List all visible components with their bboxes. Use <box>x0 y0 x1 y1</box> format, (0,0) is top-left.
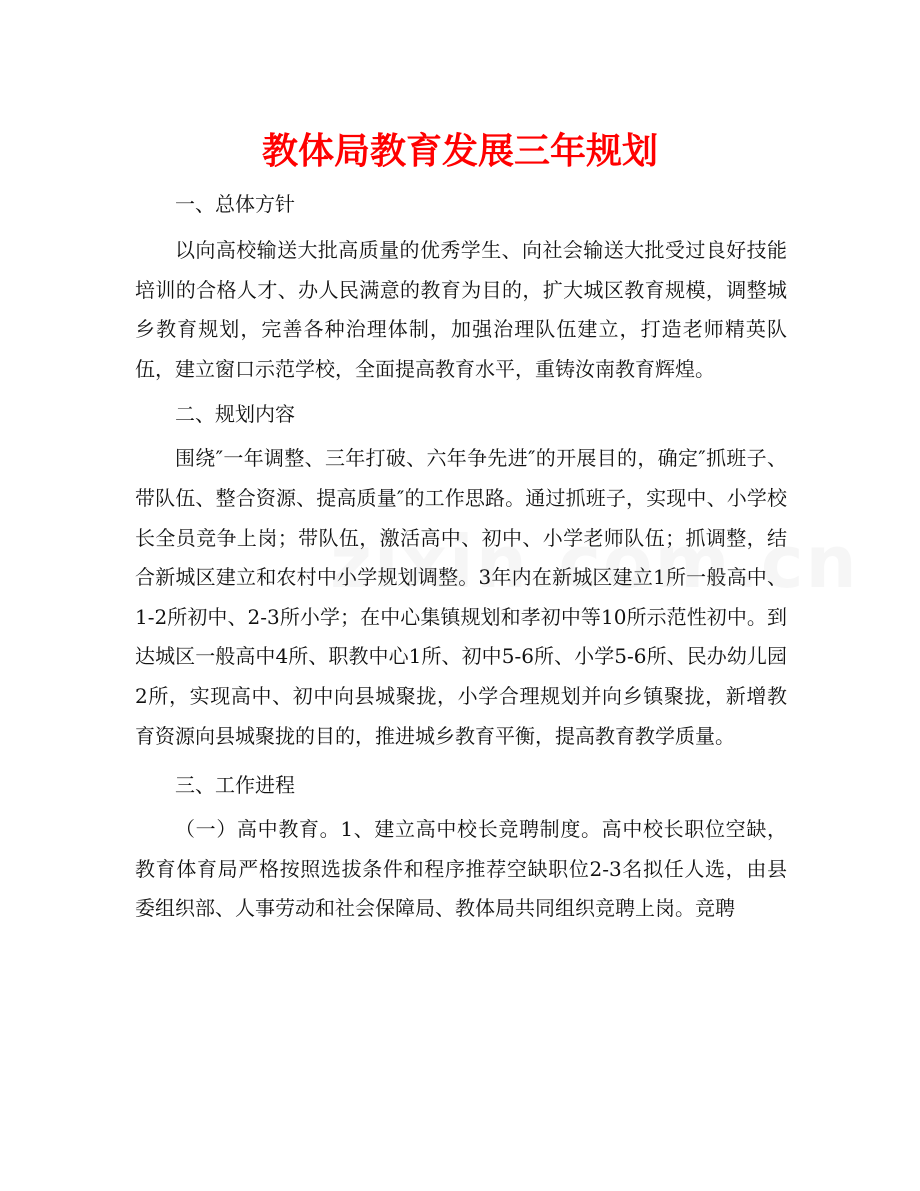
document-title: 教体局教育发展三年规划 <box>261 131 658 172</box>
document-body <box>135 183 787 929</box>
section-paragraph-3: （一）高中教育。1、建立高中校长竞聘制度。高中校长职位空缺，教育体育局严格按照选拔条件和程序推荐空缺职位2-3名拟任人选，由县委组织部、人事劳动和社会保障局、教体局共同组织竞聘上岗。竞聘 <box>135 817 787 921</box>
section-paragraph-2: 围绕″一年调整、三年打破、六年争先进″的开展目的，确定″抓班子、带队伍、整合资源、提高质量″的工作思路。通过抓班子，实现中、小学校长全员竞争上岗；带队伍，激活高中、初中、小学老师队伍；抓调整，结合新城区建立和农村中小学规划调整。3年内在新城区建立1所一般高中、1-2所初中、2-3所小学；在中心集镇规划和孝初中等10所示范性初中。到达城区一般高中4所、职教中心1所、初中5-6所、小学5-6所、民办幼儿园2所，实现高中、初中向县城聚拢，小学合理规划并向乡镇聚拢，新增教育资源向县城聚拢的目的，推进城乡教育平衡，提高教育教学质量。 <box>135 446 787 748</box>
section-heading-1: 一、总体方针 <box>175 192 295 216</box>
section-heading-2: 二、规划内容 <box>175 402 295 427</box>
section-paragraph-1: 以向高校输送大批高质量的优秀学生、向社会输送大批受过良好技能培训的合格人才、办人民满意的教育为目的，扩大城区教育规模，调整城乡教育规划，完善各种治理体制，加强治理队伍建立，打造老师精英队伍，建立窗口示范学校，全面提高教育水平，重铸汝南教育辉煌。 <box>135 238 787 381</box>
section-heading-3: 三、工作进程 <box>175 773 295 798</box>
